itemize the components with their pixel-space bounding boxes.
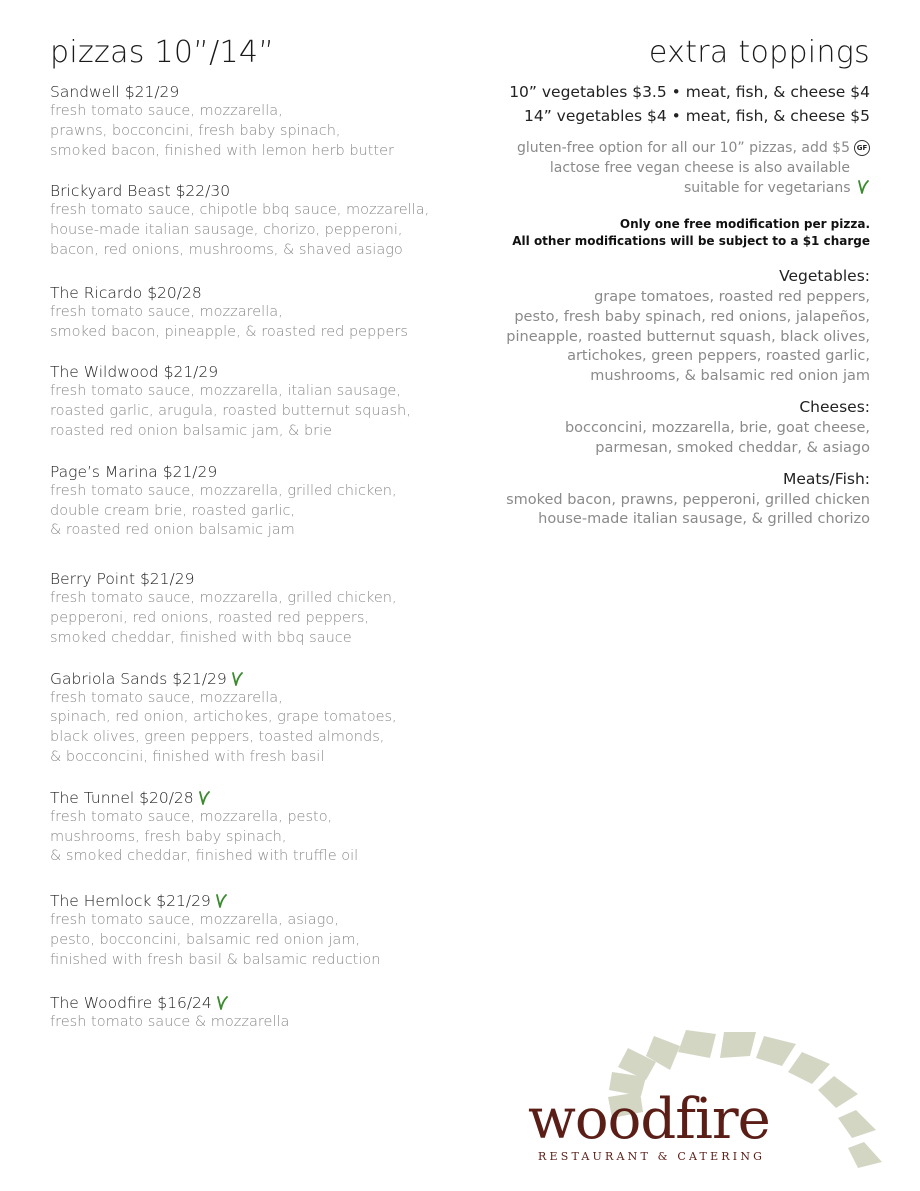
- vegetarian-leaf-icon: [215, 995, 229, 1011]
- pizza-ingredients: roasted garlic, arugula, roasted butternut squash,: [50, 403, 411, 420]
- pizza-title: [50, 462, 470, 482]
- pizza-ingredients: black olives, green peppers, toasted almonds,: [50, 729, 385, 746]
- pizza-ingredients: mushrooms, fresh baby spinach,: [50, 828, 287, 845]
- topping-categories: [430, 266, 870, 530]
- woodfire-logo: [520, 1030, 900, 1180]
- pizza-item: [50, 462, 470, 541]
- pizza-title: [50, 788, 470, 808]
- pizza-name-price: The Hemlock $21/29: [50, 892, 211, 911]
- pizza-ingredients: fresh tomato sauce, mozzarella,: [50, 103, 283, 119]
- lactose-free-note: lactose free vegan cheese is also available: [549, 160, 850, 176]
- topping-category: [430, 266, 870, 387]
- topping-list-line: bocconcini, mozzarella, brie, goat cheese,: [564, 419, 870, 436]
- pizza-item: [50, 891, 470, 970]
- pizza-item: [50, 181, 470, 260]
- pizza-name-price: Gabriola Sands $21/29: [50, 669, 227, 688]
- pizza-title: [50, 669, 470, 689]
- pizza-title: [50, 569, 470, 589]
- pizza-ingredients: smoked bacon, finished with lemon herb butter: [50, 142, 394, 159]
- topping-list-line: artichokes, green peppers, roasted garlic,: [567, 348, 870, 365]
- pizza-ingredients: fresh tomato sauce, mozzarella,: [50, 303, 283, 320]
- pizza-ingredients: fresh tomato sauce, mozzarella, asiago,: [50, 912, 339, 929]
- modification-note-2: All other modifications will be subject to a $1 charge: [512, 234, 870, 248]
- pizza-ingredients: fresh tomato sauce, mozzarella, italian sausage,: [50, 383, 401, 400]
- pizza-ingredients: & smoked cheddar, finished with truffle oil: [50, 848, 359, 865]
- modification-note-1: Only one free modification per pizza.: [619, 217, 870, 231]
- gluten-free-note: [430, 138, 870, 158]
- gluten-free-text: gluten-free option for all our 10” pizzas, add $5: [517, 140, 850, 156]
- pizza-ingredients: prawns, bocconcini, fresh baby spinach,: [50, 122, 341, 139]
- pizza-ingredients: fresh tomato sauce, mozzarella,: [50, 689, 283, 706]
- price-14-inch: 14” vegetables $4 • meat, fish, & cheese $5: [523, 107, 870, 125]
- topping-list-line: smoked bacon, prawns, pepperoni, grilled chicken: [506, 491, 870, 508]
- topping-list-line: grape tomatoes, roasted red peppers,: [594, 289, 870, 305]
- vegetarian-text: suitable for vegetarians: [684, 180, 851, 196]
- pizza-name-price: Berry Point $21/29: [50, 570, 195, 589]
- vegetarian-leaf-icon: [214, 893, 228, 909]
- pizza-name-price: The Woodfire $16/24: [50, 993, 212, 1012]
- pizza-ingredients: fresh tomato sauce & mozzarella: [50, 1013, 290, 1030]
- pizza-ingredients: double cream brie, roasted garlic,: [50, 502, 296, 519]
- pizza-title: [50, 283, 470, 303]
- topping-category-title: Vegetables:: [779, 267, 870, 285]
- vegetarian-leaf-icon: [230, 671, 244, 687]
- vegetarian-leaf-icon: [856, 179, 870, 195]
- pizza-ingredients: smoked bacon, pineapple, & roasted red peppers: [50, 323, 408, 340]
- pizza-title: [50, 891, 470, 911]
- topping-category-title: Cheeses:: [799, 397, 870, 416]
- vegetarian-note: [430, 178, 870, 198]
- topping-category: [430, 469, 870, 531]
- pizza-ingredients: bacon, red onions, mushrooms, & shaved asiago: [50, 241, 403, 258]
- pizza-title: [50, 362, 470, 382]
- gluten-free-icon: GF: [854, 140, 870, 156]
- pizza-ingredients: fresh tomato sauce, mozzarella, grilled chicken,: [50, 482, 397, 499]
- pizza-name-price: Brickyard Beast $22/30: [50, 182, 231, 201]
- logo-subtitle: RESTAURANT & CATERING: [538, 1150, 766, 1163]
- pizza-ingredients: house-made italian sausage, chorizo, pepperoni,: [50, 222, 403, 239]
- pizza-ingredients: & roasted red onion balsamic jam: [50, 522, 295, 539]
- pizza-list: [50, 82, 470, 1032]
- pizza-item: [50, 362, 470, 441]
- pizza-ingredients: spinach, red onion, artichokes, grape tomatoes,: [50, 709, 397, 726]
- pizza-item: [50, 283, 470, 343]
- topping-list-line: mushrooms, & balsamic red onion jam: [590, 368, 870, 385]
- pizza-ingredients: smoked cheddar, finished with bbq sauce: [50, 629, 352, 646]
- pizza-name-price: Page’s Marina $21/29: [50, 462, 218, 481]
- vegetarian-leaf-icon: [197, 790, 211, 806]
- pizza-ingredients: fresh tomato sauce, mozzarella, pesto,: [50, 808, 333, 825]
- topping-category: [430, 397, 870, 459]
- pizza-item: [50, 788, 470, 867]
- pizza-name-price: The Tunnel $20/28: [50, 788, 194, 807]
- pizza-ingredients: pepperoni, red onions, roasted red peppers,: [50, 609, 370, 626]
- pizza-ingredients: fresh tomato sauce, chipotle bbq sauce, mozzarella,: [50, 202, 430, 219]
- pizza-item: [50, 669, 470, 768]
- pizza-title: [50, 993, 470, 1013]
- pizza-ingredients: pesto, bocconcini, balsamic red onion jam,: [50, 931, 361, 948]
- topping-list-line: pesto, fresh baby spinach, red onions, jalapeños,: [514, 308, 870, 325]
- pizza-ingredients: finished with fresh basil & balsamic reduction: [50, 951, 381, 968]
- pizza-ingredients: fresh tomato sauce, mozzarella, grilled chicken,: [50, 590, 397, 607]
- pizza-ingredients: roasted red onion balsamic jam, & brie: [50, 422, 333, 439]
- pizza-ingredients: & bocconcini, finished with fresh basil: [50, 748, 325, 765]
- topping-list-line: parmesan, smoked cheddar, & asiago: [595, 439, 870, 456]
- extra-toppings-heading: extra toppings: [648, 35, 870, 70]
- price-10-inch: 10” vegetables $3.5 • meat, fish, & cheese $4: [509, 83, 870, 101]
- pizza-title: [50, 181, 470, 201]
- pizzas-heading: pizzas 10”/14”: [50, 35, 275, 70]
- pizza-title: [50, 82, 470, 102]
- pizza-item: [50, 993, 470, 1033]
- topping-list-line: pineapple, roasted butternut squash, black olives,: [506, 328, 870, 345]
- pizza-name-price: Sandwell $21/29: [50, 83, 180, 101]
- topping-category-title: Meats/Fish:: [783, 469, 870, 488]
- topping-list-line: house-made italian sausage, & grilled chorizo: [538, 511, 870, 528]
- pizza-item: [50, 82, 470, 161]
- pizza-name-price: The Wildwood $21/29: [50, 363, 219, 382]
- pizza-item: [50, 569, 470, 648]
- pizza-name-price: The Ricardo $20/28: [50, 283, 202, 302]
- pizza-menu-column: [50, 34, 470, 1032]
- extra-toppings-column: [430, 34, 870, 540]
- logo-wordmark: woodfire: [528, 1087, 770, 1152]
